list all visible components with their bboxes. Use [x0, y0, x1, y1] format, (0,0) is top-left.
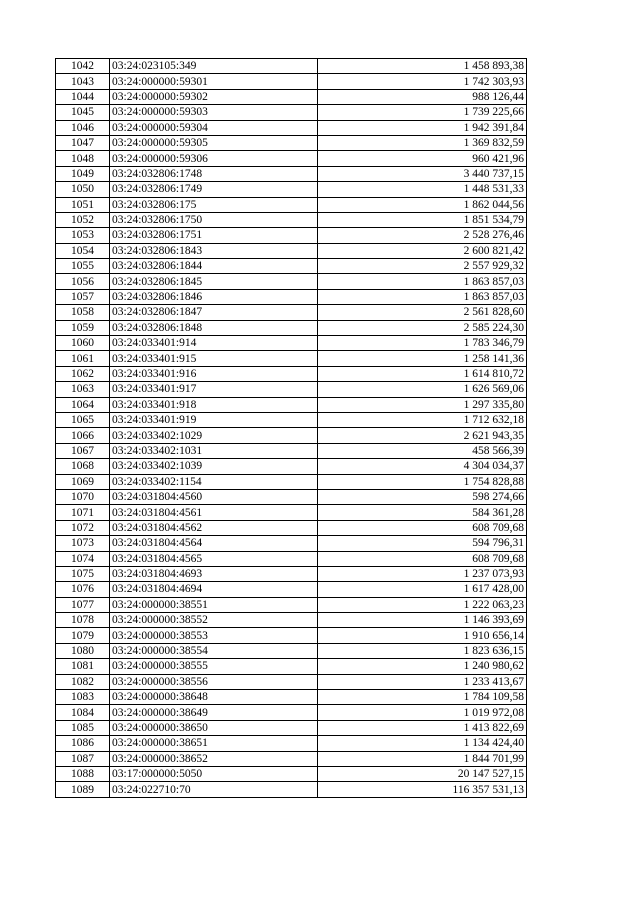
row-number-cell: 1086 — [56, 736, 110, 751]
cadastral-value-cell: 1 784 109,58 — [318, 690, 527, 705]
row-number-cell: 1058 — [56, 305, 110, 320]
row-number-cell: 1076 — [56, 582, 110, 597]
table-row — [56, 536, 527, 551]
row-number-cell: 1073 — [56, 536, 110, 551]
cadastral-number-cell: 03:24:031804:4564 — [110, 536, 318, 551]
table-row — [56, 459, 527, 474]
table-row — [56, 135, 527, 150]
cadastral-number-cell: 03:24:032806:1750 — [110, 212, 318, 227]
row-number-cell: 1075 — [56, 566, 110, 581]
cadastral-value-cell: 1 458 893,38 — [318, 59, 527, 74]
cadastral-number-cell: 03:24:031804:4561 — [110, 505, 318, 520]
row-number-cell: 1067 — [56, 443, 110, 458]
cadastral-number-cell: 03:24:000000:38553 — [110, 628, 318, 643]
row-number-cell: 1059 — [56, 320, 110, 335]
row-number-cell: 1084 — [56, 705, 110, 720]
cadastral-value-cell: 1 626 569,06 — [318, 382, 527, 397]
cadastral-value-cell: 1 019 972,08 — [318, 705, 527, 720]
cadastral-number-cell: 03:24:033402:1031 — [110, 443, 318, 458]
row-number-cell: 1048 — [56, 151, 110, 166]
cadastral-number-cell: 03:24:033402:1039 — [110, 459, 318, 474]
cadastral-value-cell: 1 237 073,93 — [318, 566, 527, 581]
cadastral-number-cell: 03:24:000000:38648 — [110, 690, 318, 705]
cadastral-value-cell: 20 147 527,15 — [318, 766, 527, 781]
row-number-cell: 1065 — [56, 412, 110, 427]
cadastral-value-cell: 608 709,68 — [318, 551, 527, 566]
cadastral-number-cell: 03:24:000000:59301 — [110, 74, 318, 89]
cadastral-number-cell: 03:24:033401:919 — [110, 412, 318, 427]
row-number-cell: 1083 — [56, 690, 110, 705]
cadastral-number-cell: 03:24:000000:38552 — [110, 613, 318, 628]
cadastral-number-cell: 03:24:033401:915 — [110, 351, 318, 366]
table-row — [56, 566, 527, 581]
cadastral-value-cell: 2 528 276,46 — [318, 228, 527, 243]
row-number-cell: 1042 — [56, 59, 110, 74]
cadastral-value-cell: 1 712 632,18 — [318, 412, 527, 427]
table-row — [56, 582, 527, 597]
row-number-cell: 1069 — [56, 474, 110, 489]
table-row — [56, 766, 527, 781]
table-row — [56, 120, 527, 135]
row-number-cell: 1062 — [56, 366, 110, 381]
cadastral-value-cell: 1 240 980,62 — [318, 659, 527, 674]
cadastral-value-cell: 1 258 141,36 — [318, 351, 527, 366]
cadastral-value-cell: 1 742 303,93 — [318, 74, 527, 89]
cadastral-number-cell: 03:24:033401:918 — [110, 397, 318, 412]
row-number-cell: 1050 — [56, 182, 110, 197]
cadastral-value-cell: 1 297 335,80 — [318, 397, 527, 412]
cadastral-value-cell: 1 863 857,03 — [318, 289, 527, 304]
cadastral-value-cell: 1 614 810,72 — [318, 366, 527, 381]
row-number-cell: 1077 — [56, 597, 110, 612]
row-number-cell: 1078 — [56, 613, 110, 628]
cadastral-value-cell: 1 754 828,88 — [318, 474, 527, 489]
row-number-cell: 1082 — [56, 674, 110, 689]
cadastral-value-cell: 584 361,28 — [318, 505, 527, 520]
cadastral-number-cell: 03:24:032806:1749 — [110, 182, 318, 197]
row-number-cell: 1085 — [56, 720, 110, 735]
table-row — [56, 151, 527, 166]
table-row — [56, 259, 527, 274]
cadastral-number-cell: 03:24:031804:4560 — [110, 489, 318, 504]
table-row — [56, 243, 527, 258]
cadastral-number-cell: 03:24:032806:1845 — [110, 274, 318, 289]
cadastral-value-cell: 1 910 656,14 — [318, 628, 527, 643]
cadastral-value-cell: 2 585 224,30 — [318, 320, 527, 335]
table-row — [56, 520, 527, 535]
cadastral-number-cell: 03:24:032806:1748 — [110, 166, 318, 181]
table-row — [56, 720, 527, 735]
table-row — [56, 105, 527, 120]
row-number-cell: 1070 — [56, 489, 110, 504]
row-number-cell: 1047 — [56, 135, 110, 150]
cadastral-number-cell: 03:24:000000:59306 — [110, 151, 318, 166]
cadastral-value-cell: 458 566,39 — [318, 443, 527, 458]
cadastral-value-cell: 2 561 828,60 — [318, 305, 527, 320]
cadastral-value-cell: 1 413 822,69 — [318, 720, 527, 735]
table-row — [56, 351, 527, 366]
table-row — [56, 443, 527, 458]
row-number-cell: 1072 — [56, 520, 110, 535]
cadastral-value-cell: 1 134 424,40 — [318, 736, 527, 751]
row-number-cell: 1046 — [56, 120, 110, 135]
table-row — [56, 643, 527, 658]
cadastral-number-cell: 03:24:031804:4565 — [110, 551, 318, 566]
table-row — [56, 274, 527, 289]
cadastral-number-cell: 03:17:000000:5050 — [110, 766, 318, 781]
table-row — [56, 74, 527, 89]
cadastral-value-cell: 1 233 413,67 — [318, 674, 527, 689]
table-row — [56, 305, 527, 320]
table-row — [56, 428, 527, 443]
table-row — [56, 505, 527, 520]
cadastral-number-cell: 03:24:000000:38554 — [110, 643, 318, 658]
cadastral-number-cell: 03:24:032806:1847 — [110, 305, 318, 320]
table-row — [56, 705, 527, 720]
cadastral-value-cell: 1 823 636,15 — [318, 643, 527, 658]
row-number-cell: 1053 — [56, 228, 110, 243]
table-row — [56, 751, 527, 766]
cadastral-number-cell: 03:24:031804:4694 — [110, 582, 318, 597]
table-row — [56, 690, 527, 705]
cadastral-value-cell: 1 369 832,59 — [318, 135, 527, 150]
table-row — [56, 474, 527, 489]
table-row — [56, 366, 527, 381]
cadastral-number-cell: 03:24:000000:59302 — [110, 89, 318, 104]
row-number-cell: 1074 — [56, 551, 110, 566]
cadastral-number-cell: 03:24:000000:38649 — [110, 705, 318, 720]
cadastral-number-cell: 03:24:032806:1751 — [110, 228, 318, 243]
table-row — [56, 320, 527, 335]
cadastral-value-cell: 1 617 428,00 — [318, 582, 527, 597]
table-row — [56, 489, 527, 504]
row-number-cell: 1049 — [56, 166, 110, 181]
cadastral-number-cell: 03:24:033401:914 — [110, 336, 318, 351]
cadastral-value-table — [55, 58, 527, 798]
cadastral-number-cell: 03:24:022710:70 — [110, 782, 318, 797]
row-number-cell: 1055 — [56, 259, 110, 274]
cadastral-value-cell: 1 783 346,79 — [318, 336, 527, 351]
cadastral-number-cell: 03:24:000000:38651 — [110, 736, 318, 751]
cadastral-number-cell: 03:24:000000:59303 — [110, 105, 318, 120]
cadastral-number-cell: 03:24:031804:4693 — [110, 566, 318, 581]
table-row — [56, 289, 527, 304]
cadastral-number-cell: 03:24:033401:917 — [110, 382, 318, 397]
table-row — [56, 166, 527, 181]
cadastral-value-cell: 1 739 225,66 — [318, 105, 527, 120]
cadastral-value-cell: 2 600 821,42 — [318, 243, 527, 258]
row-number-cell: 1079 — [56, 628, 110, 643]
cadastral-number-cell: 03:24:033402:1154 — [110, 474, 318, 489]
cadastral-number-cell: 03:24:023105:349 — [110, 59, 318, 74]
table-row — [56, 597, 527, 612]
row-number-cell: 1063 — [56, 382, 110, 397]
cadastral-number-cell: 03:24:000000:38555 — [110, 659, 318, 674]
cadastral-value-cell: 1 146 393,69 — [318, 613, 527, 628]
cadastral-value-cell: 1 448 531,33 — [318, 182, 527, 197]
row-number-cell: 1051 — [56, 197, 110, 212]
cadastral-number-cell: 03:24:032806:175 — [110, 197, 318, 212]
table-row — [56, 59, 527, 74]
cadastral-number-cell: 03:24:000000:38551 — [110, 597, 318, 612]
table-row — [56, 628, 527, 643]
cadastral-number-cell: 03:24:000000:38556 — [110, 674, 318, 689]
table-body — [56, 59, 527, 798]
table-row — [56, 397, 527, 412]
row-number-cell: 1061 — [56, 351, 110, 366]
row-number-cell: 1052 — [56, 212, 110, 227]
cadastral-number-cell: 03:24:000000:59304 — [110, 120, 318, 135]
cadastral-value-cell: 988 126,44 — [318, 89, 527, 104]
cadastral-number-cell: 03:24:000000:38650 — [110, 720, 318, 735]
table-row — [56, 336, 527, 351]
cadastral-number-cell: 03:24:032806:1844 — [110, 259, 318, 274]
row-number-cell: 1043 — [56, 74, 110, 89]
cadastral-number-cell: 03:24:000000:38652 — [110, 751, 318, 766]
cadastral-value-cell: 960 421,96 — [318, 151, 527, 166]
cadastral-value-cell: 4 304 034,37 — [318, 459, 527, 474]
row-number-cell: 1060 — [56, 336, 110, 351]
cadastral-number-cell: 03:24:033402:1029 — [110, 428, 318, 443]
row-number-cell: 1068 — [56, 459, 110, 474]
row-number-cell: 1066 — [56, 428, 110, 443]
table-row — [56, 782, 527, 797]
cadastral-number-cell: 03:24:032806:1843 — [110, 243, 318, 258]
table-row — [56, 197, 527, 212]
table-row — [56, 736, 527, 751]
table-row — [56, 412, 527, 427]
cadastral-value-cell: 608 709,68 — [318, 520, 527, 535]
row-number-cell: 1080 — [56, 643, 110, 658]
cadastral-value-cell: 116 357 531,13 — [318, 782, 527, 797]
row-number-cell: 1054 — [56, 243, 110, 258]
cadastral-value-cell: 598 274,66 — [318, 489, 527, 504]
row-number-cell: 1088 — [56, 766, 110, 781]
table-row — [56, 89, 527, 104]
table-row — [56, 674, 527, 689]
cadastral-value-cell: 2 621 943,35 — [318, 428, 527, 443]
row-number-cell: 1089 — [56, 782, 110, 797]
cadastral-number-cell: 03:24:032806:1846 — [110, 289, 318, 304]
cadastral-number-cell: 03:24:033401:916 — [110, 366, 318, 381]
cadastral-value-cell: 1 863 857,03 — [318, 274, 527, 289]
cadastral-value-cell: 1 844 701,99 — [318, 751, 527, 766]
row-number-cell: 1081 — [56, 659, 110, 674]
row-number-cell: 1057 — [56, 289, 110, 304]
row-number-cell: 1064 — [56, 397, 110, 412]
cadastral-value-cell: 3 440 737,15 — [318, 166, 527, 181]
cadastral-value-cell: 2 557 929,32 — [318, 259, 527, 274]
table-row — [56, 382, 527, 397]
cadastral-number-cell: 03:24:032806:1848 — [110, 320, 318, 335]
cadastral-number-cell: 03:24:031804:4562 — [110, 520, 318, 535]
row-number-cell: 1071 — [56, 505, 110, 520]
table-row — [56, 212, 527, 227]
table-row — [56, 659, 527, 674]
cadastral-value-cell: 1 942 391,84 — [318, 120, 527, 135]
table-row — [56, 182, 527, 197]
row-number-cell: 1044 — [56, 89, 110, 104]
table-row — [56, 228, 527, 243]
cadastral-value-cell: 1 862 044,56 — [318, 197, 527, 212]
cadastral-number-cell: 03:24:000000:59305 — [110, 135, 318, 150]
cadastral-value-cell: 1 222 063,23 — [318, 597, 527, 612]
table-row — [56, 613, 527, 628]
row-number-cell: 1087 — [56, 751, 110, 766]
table-row — [56, 551, 527, 566]
row-number-cell: 1045 — [56, 105, 110, 120]
cadastral-value-cell: 1 851 534,79 — [318, 212, 527, 227]
row-number-cell: 1056 — [56, 274, 110, 289]
cadastral-value-cell: 594 796,31 — [318, 536, 527, 551]
